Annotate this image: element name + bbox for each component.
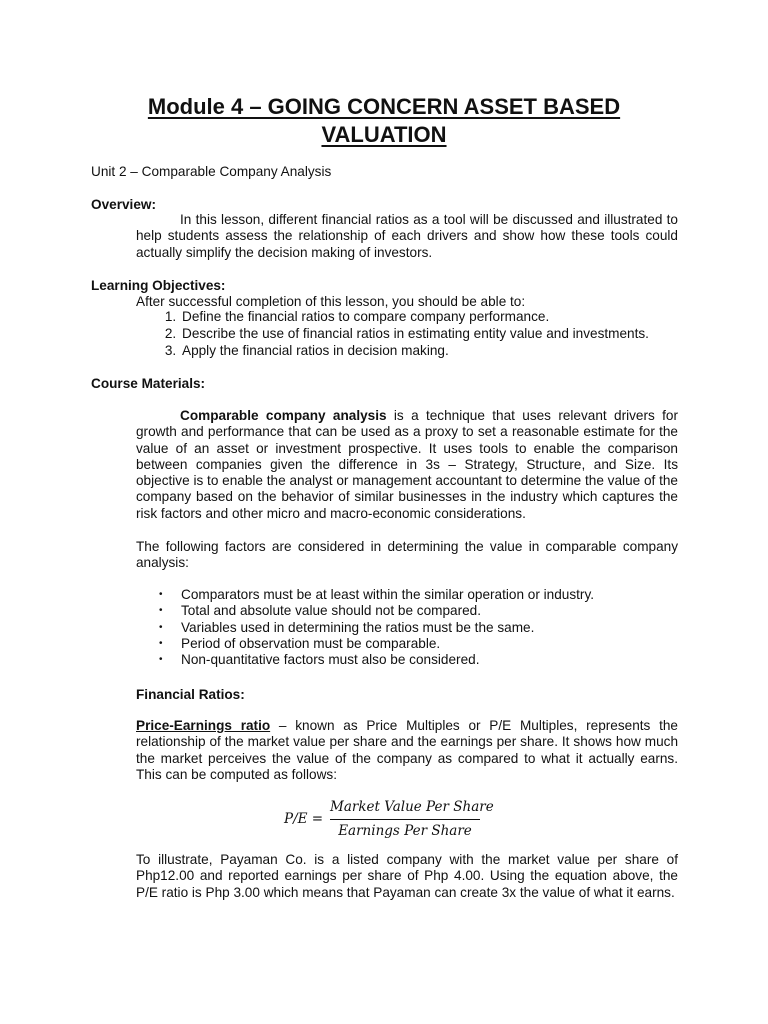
factors-intro: The following factors are considered in determining the value in comparable company analysis: xyxy=(136,539,678,571)
objective-item: 3. Apply the financial ratios in decision making. xyxy=(180,342,649,359)
cca-term: Comparable company analysis xyxy=(180,408,387,423)
pe-text: – known as Price Multiples or P/E Multiples, represents the relationship of the market value per share and the earnings per share. It shows how much the market perceives the value of the company as compared to what it actually earns. This can be computed as follows: xyxy=(136,718,678,782)
factor-item xyxy=(157,587,594,603)
title-line-1: Module 4 – GOING CONCERN ASSET BASED xyxy=(147,94,621,119)
factor-text: Total and absolute value should not be compared. xyxy=(181,603,482,619)
bullet-icon: • xyxy=(159,654,163,666)
factor-text: Non-quantitative factors must also be considered. xyxy=(181,652,480,668)
factor-text: Period of observation must be comparable. xyxy=(181,635,441,651)
objectives-heading: Learning Objectives: xyxy=(91,278,226,293)
cca-paragraph xyxy=(136,408,678,522)
objectives-intro: After successful completion of this lesson, you should be able to: xyxy=(136,294,526,309)
formula-lhs: P/E = xyxy=(284,811,324,827)
formula-fraction xyxy=(330,799,494,840)
factor-item xyxy=(157,652,594,668)
objective-item: 2. Describe the use of financial ratios in estimating entity value and investments. xyxy=(180,325,649,342)
illustration-paragraph: To illustrate, Payaman Co. is a listed company with the market value per share of Php12.00 and reported earnings per share of Php 4.00. Using the equation above, the P/E ratio is Php 3.00 which means that Payaman can create 3x the value of what it earns. xyxy=(136,852,678,900)
financial-ratios-heading: Financial Ratios: xyxy=(136,687,245,702)
factor-item xyxy=(157,620,594,636)
factor-item xyxy=(157,603,594,619)
objective-item: 1. Define the financial ratios to compare company performance. xyxy=(180,308,649,325)
course-materials-heading: Course Materials: xyxy=(91,376,206,391)
pe-term: Price-Earnings ratio xyxy=(136,718,271,733)
overview-text: In this lesson, different financial ratios as a tool will be discussed and illustrated to help students assess the relationship of each drivers and show how these tools could actually simplify the decision making of investors. xyxy=(136,212,678,260)
factor-text: Variables used in determining the ratios must be the same. xyxy=(181,619,535,635)
bullet-icon: • xyxy=(159,589,163,600)
formula-denominator: Earnings Per Share xyxy=(338,823,472,839)
bullet-icon: • xyxy=(159,637,163,649)
factors-list xyxy=(157,587,594,668)
unit-label: Unit 2 – Comparable Company Analysis xyxy=(91,164,332,179)
formula-numerator: Market Value Per Share xyxy=(330,799,494,815)
pe-paragraph xyxy=(136,718,678,783)
objectives-list xyxy=(158,308,649,359)
factor-item xyxy=(157,636,594,652)
cca-definition: is a technique that uses relevant drivers for growth and performance that can be used as a proxy to set a reasonable estimate for the value of an asset or investment prospective. It uses tools to enable the comparison between companies given the difference in 3s – Strategy, Structure, and Size. Its objective is to enable the analyst or management accountant to determine the value of the company based on the behavior of similar businesses in the industry which captures the risk factors and other micro and macro-economic considerations. xyxy=(136,408,679,521)
title-line-2: VALUATION xyxy=(321,122,447,147)
fraction-bar xyxy=(330,819,480,820)
bullet-icon: • xyxy=(159,605,163,617)
page-title xyxy=(0,93,768,149)
bullet-icon: • xyxy=(159,621,163,633)
overview-heading: Overview: xyxy=(91,197,156,212)
factor-text: Comparators must be at least within the similar operation or industry. xyxy=(181,587,595,602)
